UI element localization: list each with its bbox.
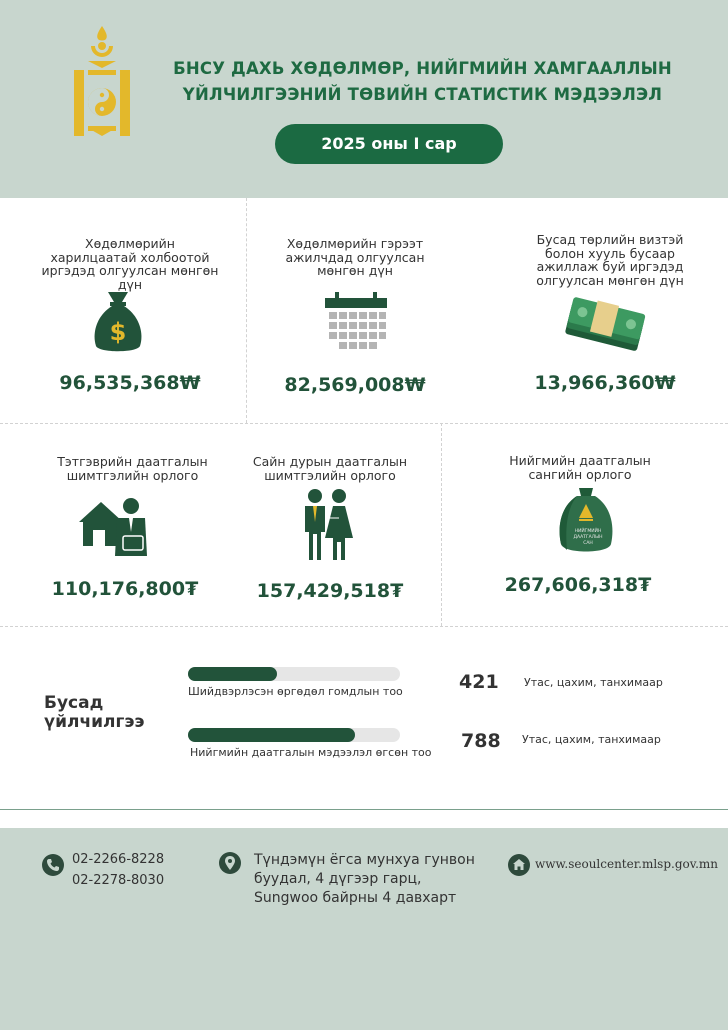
insurance-bag-icon — [557, 488, 615, 558]
bar-label: Шийдвэрлэсэн өргөдөл гомдлын тоо — [188, 685, 403, 698]
phone-number[interactable]: 02-2266-8228 — [72, 852, 165, 867]
calendar-icon — [325, 292, 387, 350]
progress-bar — [188, 667, 400, 681]
divider — [246, 198, 247, 423]
address-line: Түндэмүн ёгса мунхуа гунвон — [254, 852, 475, 868]
label-line: сангийн орлого — [528, 466, 632, 482]
address — [254, 851, 475, 908]
label-line: Хөдөлмөрийн — [85, 236, 175, 251]
stat-label — [40, 455, 225, 482]
bar-value: 421 — [459, 671, 499, 693]
label-line: шимтгэлийн орлого — [264, 467, 396, 483]
svg-text:НИЙГМИЙН: НИЙГМИЙН — [574, 529, 602, 534]
divider — [0, 423, 728, 424]
bar-label: Нийгмийн даатгалын мэдээлэл өгсөн тоо — [190, 746, 432, 759]
location-pin-icon — [219, 852, 241, 874]
address-line: буудал, 4 дүгээр гарц, — [254, 871, 422, 887]
label-line: болон хууль бусаар — [545, 245, 675, 261]
divider — [441, 423, 442, 626]
stat-value: 267,606,318₮ — [504, 574, 652, 596]
stat-value: 13,966,360₩ — [534, 372, 676, 394]
label-line: Сайн дурын даатгалын — [252, 454, 408, 469]
other-services-title — [44, 694, 164, 732]
divider — [0, 626, 728, 627]
stat-label — [485, 454, 675, 481]
label-line: шимтгэлийн орлого — [66, 467, 199, 483]
stat-label — [255, 237, 455, 278]
footer-divider — [0, 809, 728, 810]
title-line-1: БНСУ ДАХЬ ХӨДӨЛМӨР, НИЙГМИЙН ХАМГААЛЛЫН — [173, 59, 672, 78]
phone-numbers — [72, 849, 164, 891]
title-line: Бусад — [44, 693, 104, 713]
bar-value: 788 — [461, 730, 501, 752]
stat-label — [30, 237, 230, 291]
progress-fill — [188, 728, 355, 742]
stat-label — [515, 233, 705, 287]
stat-value: 96,535,368₩ — [59, 372, 201, 394]
label-line: Тэтгэврийн даатгалын — [57, 454, 208, 469]
stat-value: 82,569,008₩ — [284, 374, 426, 396]
label-line: харилцаатай холбоотой — [50, 249, 210, 265]
money-bag-icon — [92, 290, 144, 356]
progress-fill — [188, 667, 277, 681]
svg-text:ДААТГАЛЫН: ДААТГАЛЫН — [573, 535, 603, 540]
stat-label — [245, 455, 415, 482]
label-line: ажиллаж буй иргэдэд — [536, 259, 684, 274]
label-line: Хөдөлмөрийн гэрээт — [286, 236, 424, 251]
phone-icon — [42, 854, 64, 876]
couple-icon — [301, 488, 353, 562]
title-line: үйлчилгээ — [44, 712, 145, 732]
bar-channel: Утас, цахим, танхимаар — [524, 676, 663, 689]
progress-bar — [188, 728, 400, 742]
label-line: Бусад төрлийн визтэй — [536, 232, 684, 247]
svg-text:САН: САН — [583, 541, 593, 546]
stat-value: 110,176,800₮ — [51, 578, 199, 600]
home-icon — [508, 854, 530, 876]
label-line: олгуулсан мөнгөн дүн — [536, 272, 684, 288]
title-line-2: ҮЙЛЧИЛГЭЭНИЙ ТӨВИЙН СТАТИСТИК МЭДЭЭЛЭЛ — [182, 85, 663, 104]
stat-value: 157,429,518₮ — [256, 580, 404, 602]
bar-channel: Утас, цахим, танхимаар — [522, 733, 661, 746]
period-badge: 2025 оны I сар — [275, 124, 503, 164]
svg-text:$: $ — [109, 318, 127, 346]
soyombo-emblem-icon — [74, 24, 130, 138]
cash-stack-icon — [560, 295, 650, 355]
address-line: Sungwoo байрны 4 давхарт — [254, 890, 457, 906]
page-title — [150, 56, 695, 108]
phone-number[interactable]: 02-2278-8030 — [72, 873, 165, 888]
label-line: мөнгөн дүн — [317, 263, 393, 278]
label-line: иргэдэд олгуулсан мөнгөн дүн — [41, 263, 219, 292]
website-link[interactable]: www.seoulcenter.mlsp.gov.mn — [535, 857, 719, 871]
label-line: ажилчдад олгуулсан — [285, 249, 425, 265]
label-line: Нийгмийн даатгалын — [509, 453, 651, 468]
house-businessman-icon — [79, 496, 149, 556]
